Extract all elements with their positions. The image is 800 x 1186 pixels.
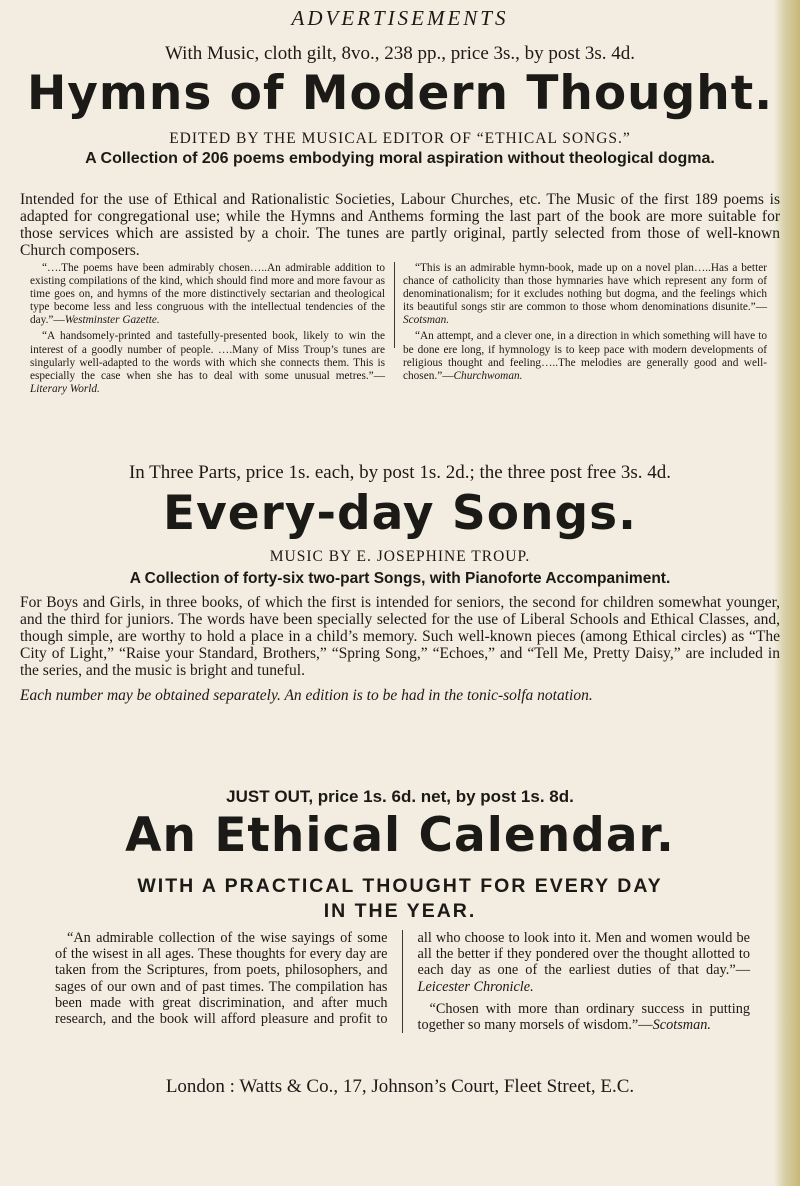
review-churchwoman: “An attempt, and a clever one, in a direction in which something will have to be done ere long, if hymnology is to keep pace with modern developments of religious thought and feeling…..The melodies are generally good and well-chosen.”—Churchwoman.	[403, 330, 767, 382]
calendar-title: An Ethical Calendar.	[125, 808, 675, 863]
songs-title: Every-day Songs.	[163, 486, 637, 541]
hymns-reviews-left	[30, 262, 385, 396]
column-divider	[394, 262, 395, 348]
songs-description: For Boys and Girls, in three books, of which the first is intended for seniors, the second for children somewhat younger, and the third for juniors. The words have been specially selected for the use of Liberal Schools and Ethical Classes, and, though simple, are worthy to hold a place in a child’s memory. Such well-known pieces (among Ethical circles) as “The City of Light,” “Raise your Standard, Brothers,” “Spring Song,” “Echoes,” and “Tell Me, Pretty Daisy,” are included in the series, and the music is bright and tuneful.	[20, 594, 780, 679]
calendar-subtitle-line-2: IN THE YEAR.	[323, 900, 477, 922]
songs-subtitle: A Collection of forty-six two-part Songs, with Pianoforte Accompaniment.	[129, 570, 671, 587]
running-head: ADVERTISEMENTS	[291, 6, 509, 30]
songs-format-line: In Three Parts, price 1s. each, by post 1s. 2d.; the three post free 3s. 4d.	[128, 462, 672, 483]
hymns-editor-line: EDITED BY THE MUSICAL EDITOR OF “ETHICAL SONGS.”	[169, 130, 631, 147]
hymns-format-line: With Music, cloth gilt, 8vo., 238 pp., price 3s., by post 3s. 4d.	[165, 43, 635, 64]
calendar-announce: JUST OUT, price 1s. 6d. net, by post 1s. 8d.	[226, 787, 574, 806]
hymns-title: Hymns of Modern Thought.	[26, 66, 774, 121]
review-leicester-chronicle: “An admirable collection of the wise sayings of some of the wisest in all ages. These thoughts for every day are taken from the Scriptures, from poets, philosophers, and sages of our own and of past times. The compilation has been made with great discrimination, and after much research, and the book will afford pleasure and profit to all who choose to look into it. Men and women would be all the better if they pondered over the thought allotted to each day as one of the earliest duties of that day.”—Leicester Chronicle.	[55, 930, 750, 1028]
hymns-reviews-right	[403, 262, 767, 383]
calendar-reviews	[55, 930, 750, 1033]
songs-note: Each number may be obtained separately. An edition is to be had in the tonic-solfa notation.	[20, 687, 593, 704]
hymns-description: Intended for the use of Ethical and Rationalistic Societies, Labour Churches, etc. The Music of the first 189 poems is adapted for congregational use; while the Hymns and Anthems forming the last part of the book are more suitable for those services which are assisted by a choir. The tunes are partly original, partly selected from those of well-known Church composers.	[20, 191, 780, 259]
songs-music-line: MUSIC BY E. JOSEPHINE TROUP.	[269, 548, 531, 565]
review-literary-world: “A handsomely-printed and tastefully-presented book, likely to win the interest of a goodly number of people. ….Many of Miss Troup’s tunes are singularly well-adapted to the words with which she connects them. This is especially the case when she has to deal with some unusual metres.”—Literary World.	[30, 330, 385, 395]
hymns-subtitle: A Collection of 206 poems embodying moral aspiration without theological dogma.	[85, 150, 715, 167]
calendar-subtitle-line-1: WITH A PRACTICAL THOUGHT FOR EVERY DAY	[137, 875, 663, 897]
page-edge-shadow	[774, 0, 800, 1186]
review-scotsman: “This is an admirable hymn-book, made up on a novel plan…..Has a better chance of catholicity than those hymnaries have which represent any form of denominationalism; for it excludes nothing but dogma, and the feelings which its beautiful songs stir are common to those whom denominations disunite.”—Scotsman.	[403, 262, 767, 327]
review-scotsman-calendar: “Chosen with more than ordinary success in putting together so many morsels of wisdom.”—Scotsman.	[417, 1000, 750, 1034]
publisher-imprint: London : Watts & Co., 17, Johnson’s Court, Fleet Street, E.C.	[165, 1076, 635, 1097]
review-westminster: “….The poems have been admirably chosen…..An admirable addition to existing compilations of the kind, which should find more and more favour as time goes on, and hymns of the more distinctively sectarian and theological type become less and less congruous with the intellectual tendencies of the day.”—Westminster Gazette.	[30, 262, 385, 327]
